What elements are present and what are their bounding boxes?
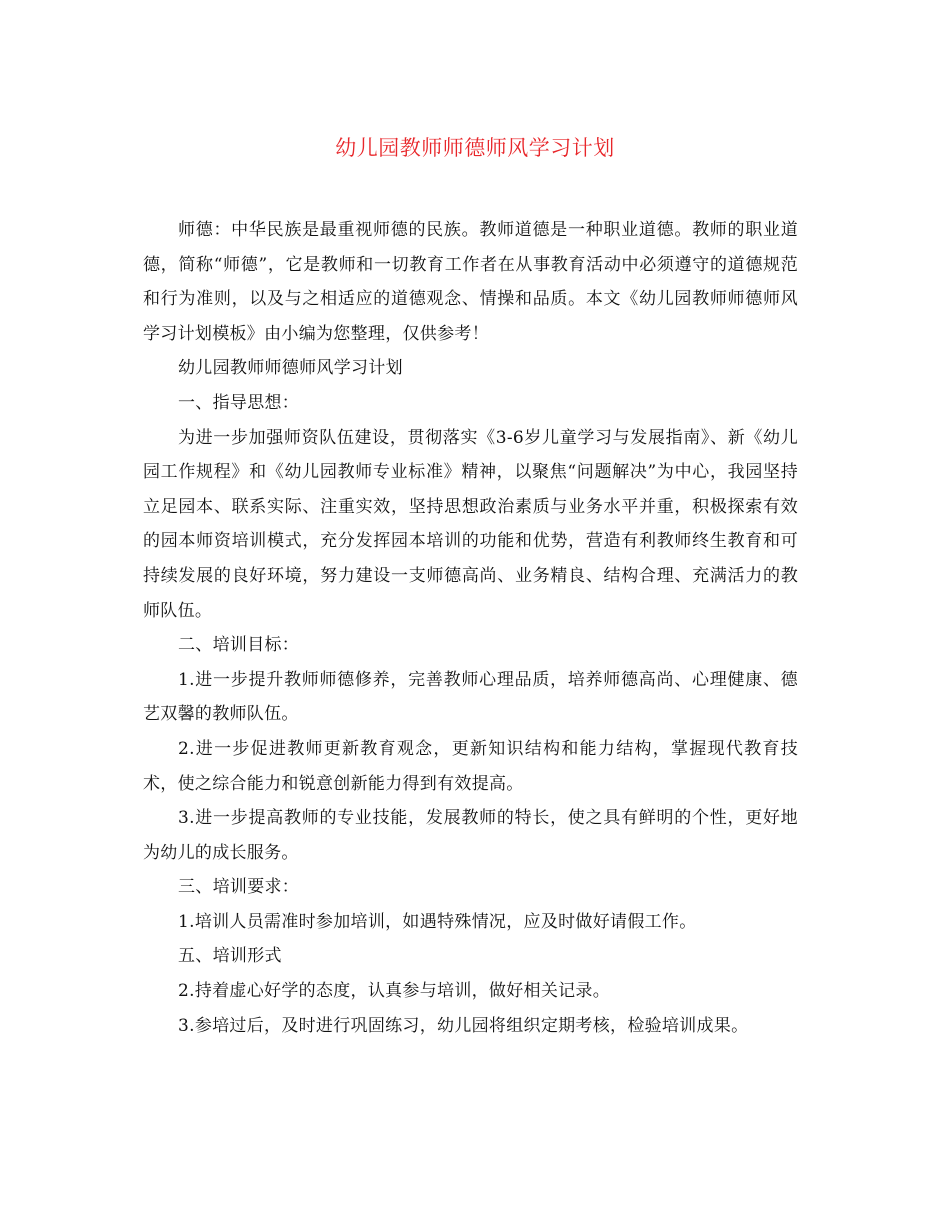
training-goal-item: 3.进一步提高教师的专业技能，发展教师的特长，使之具有鲜明的个性，更好地为幼儿的成长服务。	[143, 808, 798, 863]
training-goal-item: 1.进一步提升教师师德修养，完善教师心理品质，培养师德高尚、心理健康、德艺双馨的教师队伍。	[143, 669, 798, 725]
training-goal-item: 2.进一步促进教师更新教育观念，更新知识结构和能力结构，掌握现代教育技术，使之综合能力和锐意创新能力得到有效提高。	[143, 738, 798, 794]
intro-paragraph: 师德：中华民族是最重视师德的民族。教师道德是一种职业道德。教师的职业道德，简称“师德”，它是教师和一切教育工作者在从事教育活动中必须遵守的道德规范和行为准则，以及与之相适应的道德观念、情操和品质。本文《幼儿园教师师德师风学习计划模板》由小编为您整理，仅供参考！	[143, 220, 798, 344]
section-heading-training-requirements: 三、培训要求：	[178, 877, 300, 898]
page-title: 幼儿园教师师德师风学习计划	[335, 136, 615, 160]
training-requirement-item: 1.培训人员需准时参加培训，如遇特殊情况，应及时做好请假工作。	[178, 911, 697, 932]
training-requirement-item: 2.持着虚心好学的态度，认真参与培训，做好相关记录。	[178, 981, 611, 1002]
document-body	[143, 213, 798, 1043]
guiding-thought-paragraph: 为进一步加强师资队伍建设，贯彻落实《3-6岁儿童学习与发展指南》、新《幼儿园工作规程》和《幼儿园教师专业标准》精神，以聚焦“问题解决”为中心，我园坚持立足园本、联系实际、注重实效，坚持思想政治素质与业务水平并重，积极探索有效的园本师资培训模式，充分发挥园本培训的功能和优势，营造有利教师终生教育和可持续发展的良好环境，努力建设一支师德高尚、业务精良、结构合理、充满活力的教师队伍。	[143, 427, 798, 621]
section-heading-guiding-thought: 一、指导思想：	[178, 392, 300, 413]
training-requirement-item: 3.参培过后，及时进行巩固练习，幼儿园将组织定期考核，检验培训成果。	[178, 1015, 749, 1036]
section-heading-training-goals: 二、培训目标：	[178, 635, 300, 656]
section-heading-training-format: 五、培训形式	[178, 946, 282, 967]
plan-heading: 幼儿园教师师德师风学习计划	[178, 358, 403, 379]
